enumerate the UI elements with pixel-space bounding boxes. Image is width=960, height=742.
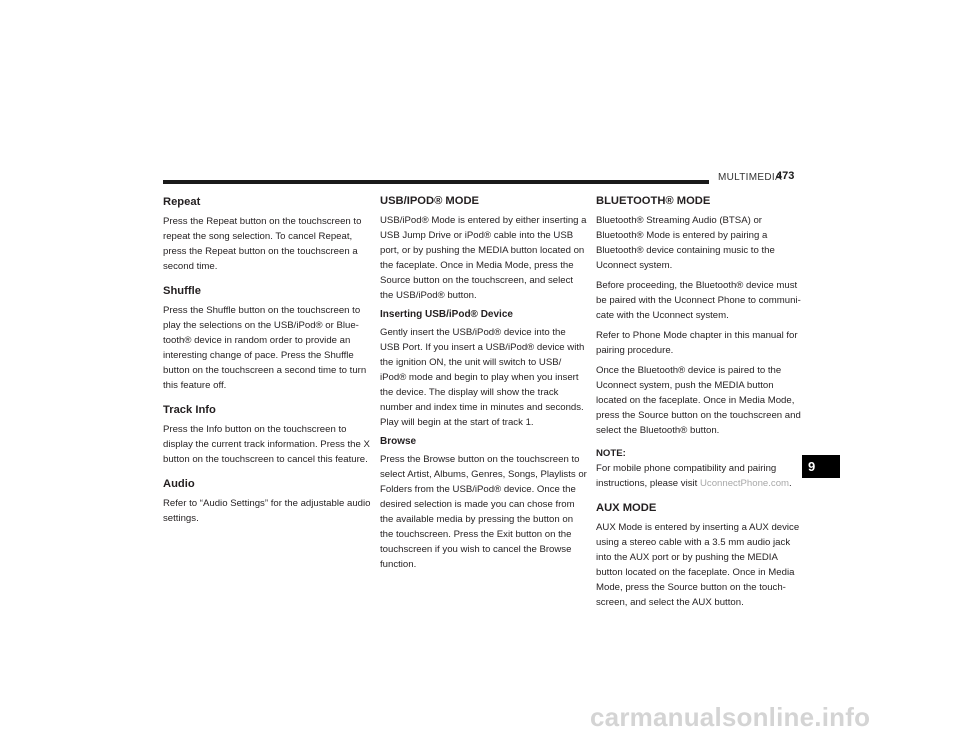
column-middle [380, 194, 588, 577]
uconnect-phone-link[interactable]: UconnectPhone.com [699, 478, 790, 489]
page-number: 473 [776, 170, 795, 182]
column-right [596, 194, 804, 615]
note-label: NOTE: [596, 448, 626, 459]
note-text [596, 461, 804, 491]
aux-mode-text: AUX Mode is entered by inserting a AUX device using a stereo cable with a 3.5 mm audio jack into the AUX port or by pushing the MEDIA button located on the faceplate. Once in Media Mode, press the Source button on the touch-screen, and select the AUX button. [596, 522, 800, 608]
repeat-text: Press the Repeat button on the touchscreen to repeat the song selection. To cancel Repeat, press the Repeat button on the touchscreen a second time. [163, 216, 362, 272]
bluetooth-mode-heading: BLUETOOTH® MODE [596, 195, 711, 207]
inserting-usb-text: Gently insert the USB/iPod® device into the USB Port. If you insert a USB/iPod® device with the ignition ON, the unit will switch to USB/ iPod® mode and begin to play when you insert the device. The display will show the track number and index time in minutes and seconds. Play will begin at the start of track 1. [380, 327, 585, 428]
header-rule [163, 180, 709, 184]
aux-mode-heading: AUX MODE [596, 502, 657, 514]
usb-mode-text: USB/iPod® Mode is entered by either inserting a USB Jump Drive or iPod® cable into the USB port, or by pushing the MEDIA button located on the faceplate. Once in Media Mode, press the Source button on the touchscreen, and select the USB/iPod® button. [380, 215, 587, 301]
bluetooth-text-1: Bluetooth® Streaming Audio (BTSA) or Bluetooth® Mode is entered by pairing a Bluetooth® device containing music to the Uconnect system. [596, 215, 775, 271]
browse-heading: Browse [380, 436, 417, 447]
note-end: . [789, 478, 792, 489]
usb-mode-heading: USB/IPOD® MODE [380, 195, 479, 207]
note-body: For mobile phone compatibility and pairing instructions, please visit [596, 463, 777, 489]
chapter-tab: 9 [802, 455, 840, 478]
bluetooth-text-3: Refer to Phone Mode chapter in this manual for pairing procedure. [596, 330, 798, 356]
audio-text: Refer to “Audio Settings” for the adjustable audio settings. [163, 498, 371, 524]
track-info-heading: Track Info [163, 404, 216, 416]
inserting-usb-heading: Inserting USB/iPod® Device [380, 309, 513, 320]
bluetooth-text-2: Before proceeding, the Bluetooth® device must be paired with the Uconnect Phone to communi-cate with the Uconnect system. [596, 280, 801, 321]
section-title: MULTIMEDIA [718, 172, 782, 183]
bluetooth-text-4: Once the Bluetooth® device is paired to the Uconnect system, push the MEDIA button located on the faceplate. Once in Media Mode, press the Source button on the touchscreen and select the Bluetooth® button. [596, 365, 801, 436]
track-info-text: Press the Info button on the touchscreen to display the current track information. Press the X button on the touchscreen to cancel this feature. [163, 424, 370, 465]
shuffle-text: Press the Shuffle button on the touchscreen to play the selections on the USB/iPod® or Blue-tooth® device in random order to provide an interesting change of pace. Press the Shuffle button on the touchscreen a second time to turn this feature off. [163, 305, 367, 391]
browse-text: Press the Browse button on the touchscreen to select Artist, Albums, Genres, Songs, Playlists or Folders from the USB/iPod® device. Once the desired selection is made you can chose from the available media by pressing the button on the touchscreen. Press the Exit button on the touchscreen if you wish to cancel the Browse function. [380, 454, 587, 570]
column-left [163, 194, 371, 531]
watermark: carmanualsonline.info [590, 702, 871, 732]
shuffle-heading: Shuffle [163, 285, 201, 297]
audio-heading: Audio [163, 478, 195, 490]
repeat-heading: Repeat [163, 196, 201, 208]
